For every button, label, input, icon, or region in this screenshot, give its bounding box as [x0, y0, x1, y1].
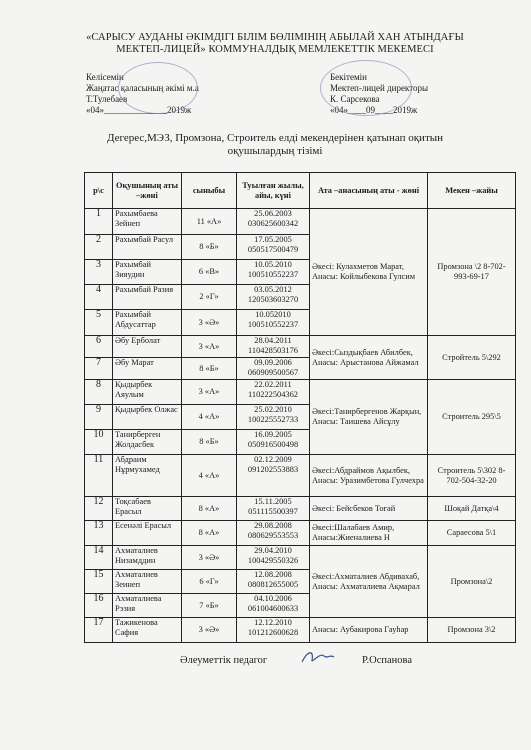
- approve-label: Бекітемін: [330, 72, 367, 82]
- student-name: Есенәлі Ерасыл: [113, 521, 182, 546]
- student-name: Тажикенова Сафия: [113, 618, 182, 643]
- student-class: 7 «Б»: [182, 594, 237, 618]
- address-cell: Шоқай Датқа\4: [428, 497, 516, 521]
- row-number: 15: [85, 570, 113, 594]
- student-birth: 02.12.2009 091202553883: [237, 455, 310, 497]
- table-row: [85, 455, 516, 497]
- col-header-parents: Ата –анасының аты - жөні: [310, 173, 428, 209]
- student-name: Рахымбаева Зейнеп: [113, 209, 182, 235]
- right-date: «04»____09____2019ж: [330, 105, 418, 115]
- parents-cell: Әкесі:Ахматалиев Абдивахаб, Анасы: Ахматалиева Ақмарал: [310, 546, 428, 618]
- left-stamp-seal: [118, 62, 198, 114]
- student-birth: 22.02.2011 110222504362: [237, 380, 310, 405]
- student-class: 8 «Б»: [182, 358, 237, 380]
- student-class: 3 «Ә»: [182, 618, 237, 643]
- student-class: 8 «А»: [182, 497, 237, 521]
- student-birth: 16.09.2005 050916500498: [237, 430, 310, 455]
- student-name: Ахматалиев Зеинеп: [113, 570, 182, 594]
- student-birth: 15.11.2005 051115500397: [237, 497, 310, 521]
- student-class: 3 «Ә»: [182, 546, 237, 570]
- student-birth: 12.08.2008 080812655005: [237, 570, 310, 594]
- table-row: [85, 380, 516, 405]
- table-row: [85, 336, 516, 358]
- header-line-2: МЕКТЕП-ЛИЦЕЙ» КОММУНАЛДЫҚ МЕМЛЕКЕТТІК МЕКЕМЕСІ: [116, 44, 434, 55]
- student-class: 11 «А»: [182, 209, 237, 235]
- student-birth: 25.06.2003 030625600342: [237, 209, 310, 235]
- table-row: [85, 497, 516, 521]
- student-name: Әбу Марат: [113, 358, 182, 380]
- student-birth: 17.05.2005 050517500479: [237, 235, 310, 260]
- student-name: Абдраим Нұрмухамед: [113, 455, 182, 497]
- row-number: 1: [85, 209, 113, 235]
- address-cell: Промзона\2: [428, 546, 516, 618]
- col-header-address: Мекен –жайы: [428, 173, 516, 209]
- student-name: Рахымбай Абдусаттар: [113, 310, 182, 336]
- parents-cell: Әкесі:Шалабаев Амир, Анасы:Жиеналиева Н: [310, 521, 428, 546]
- student-birth: 10.05.2010 100510552237: [237, 260, 310, 285]
- row-number: 5: [85, 310, 113, 336]
- col-header-class: сыныбы: [182, 173, 237, 209]
- parents-cell: Әкесі:Абдраймов Ақылбек, Анасы: Уразимбетова Гулчехра: [310, 455, 428, 497]
- row-number: 8: [85, 380, 113, 405]
- student-class: 8 «А»: [182, 521, 237, 546]
- student-class: 3 «Ә»: [182, 310, 237, 336]
- student-name: Рахымбай Разия: [113, 285, 182, 310]
- student-name: Әбу Ерболат: [113, 336, 182, 358]
- student-name: Рахымбай Расул: [113, 235, 182, 260]
- students-table: [84, 172, 516, 643]
- student-birth: 10.052010 100510552237: [237, 310, 310, 336]
- row-number: 6: [85, 336, 113, 358]
- director-name: К. Сарсекова: [330, 94, 380, 104]
- agree-label: Келісемін: [86, 72, 124, 82]
- row-number: 10: [85, 430, 113, 455]
- row-number: 4: [85, 285, 113, 310]
- student-name: Қыдырбек Олжас: [113, 405, 182, 430]
- table-row: [85, 618, 516, 643]
- title-line-2: оқушылардың тізімі: [227, 145, 323, 157]
- col-header-number: р\с: [85, 173, 113, 209]
- row-number: 7: [85, 358, 113, 380]
- student-name: Ахматалиев Низамддин: [113, 546, 182, 570]
- social-pedagogue-role: Әлеуметтік педагог: [180, 655, 268, 666]
- student-class: 6 «В»: [182, 260, 237, 285]
- title-line-1: Дегерес,МЭЗ, Промзона, Строитель елді мекендерінен қатынап оқитын: [106, 132, 444, 144]
- student-birth: 29.04.2010 100429550326: [237, 546, 310, 570]
- parents-cell: Әкесі: Кулахметов Марат, Анасы: Койлыбекова Гулсим: [310, 209, 428, 336]
- left-date: «04»______________2019ж: [86, 105, 192, 115]
- document-title: [40, 132, 510, 158]
- student-birth: 25.02.2010 100225552733: [237, 405, 310, 430]
- address-cell: Строитель 5\302 8-702-504-32-20: [428, 455, 516, 497]
- col-header-birth: Туылған жылы, айы, күні: [237, 173, 310, 209]
- student-class: 3 «А»: [182, 336, 237, 358]
- row-number: 12: [85, 497, 113, 521]
- director-position: Мектеп-лицей директоры: [330, 83, 429, 93]
- row-number: 17: [85, 618, 113, 643]
- student-class: 2 «Г»: [182, 285, 237, 310]
- parents-cell: Әкесі:Танирбергенов Жарқын, Анасы: Таишева Айсұлу: [310, 380, 428, 455]
- address-cell: Промзона 3\2: [428, 618, 516, 643]
- col-header-name: Оқушының аты –жөні: [113, 173, 182, 209]
- address-cell: Промзона \2 8-702-993-69-17: [428, 209, 516, 336]
- student-class: 4 «А»: [182, 455, 237, 497]
- student-birth: 09.09.2006 060909500567: [237, 358, 310, 380]
- row-number: 3: [85, 260, 113, 285]
- header-line-1: «САРЫСУ АУДАНЫ ӘКІМДІГІ БІЛІМ БӨЛІМІНІҢ АБЫЛАЙ ХАН АТЫНДАҒЫ: [86, 32, 464, 43]
- right-stamp-seal: [320, 60, 412, 116]
- row-number: 16: [85, 594, 113, 618]
- table-row: [85, 209, 516, 235]
- row-number: 9: [85, 405, 113, 430]
- signature-mark: [300, 648, 336, 666]
- student-birth: 28.04.2011 110428503176: [237, 336, 310, 358]
- student-class: 4 «А»: [182, 405, 237, 430]
- student-class: 3 «А»: [182, 380, 237, 405]
- row-number: 11: [85, 455, 113, 497]
- address-cell: Стройтель 5\292: [428, 336, 516, 380]
- student-name: Танирберген Жолдасбек: [113, 430, 182, 455]
- student-name: Тоқсабаев Ерасыл: [113, 497, 182, 521]
- table-header-row: [85, 173, 516, 209]
- student-class: 8 «Б»: [182, 430, 237, 455]
- parents-cell: Әкесі:Сыздықбаев Абилбек, Анасы: Арыстанова Айжамал: [310, 336, 428, 380]
- table-row: [85, 546, 516, 570]
- row-number: 14: [85, 546, 113, 570]
- school-header: [40, 32, 510, 56]
- table-row: [85, 521, 516, 546]
- student-birth: 29.08.2008 080629553553: [237, 521, 310, 546]
- student-class: 6 «Г»: [182, 570, 237, 594]
- student-birth: 12.12.2010 101212600628: [237, 618, 310, 643]
- row-number: 13: [85, 521, 113, 546]
- student-birth: 04.10.2006 061004600633: [237, 594, 310, 618]
- address-cell: Строитель 295\5: [428, 380, 516, 455]
- row-number: 2: [85, 235, 113, 260]
- parents-cell: Анасы: Аубакирова Гауһар: [310, 618, 428, 643]
- social-pedagogue-name: Р.Оспанова: [362, 655, 413, 666]
- mayor-position: Жаңатас қаласының әкімі м.а: [86, 83, 199, 93]
- parents-cell: Әкесі: Бейсбеков Тоғай: [310, 497, 428, 521]
- student-birth: 03.05.2012 120503603270: [237, 285, 310, 310]
- student-name: Қыдырбек Аяулым: [113, 380, 182, 405]
- student-name: Ахматалиева Рэзия: [113, 594, 182, 618]
- student-class: 8 «Б»: [182, 235, 237, 260]
- mayor-name: Т.Тулебаев: [86, 94, 128, 104]
- student-name: Рахымбай Зияудин: [113, 260, 182, 285]
- address-cell: Сараесова 5\1: [428, 521, 516, 546]
